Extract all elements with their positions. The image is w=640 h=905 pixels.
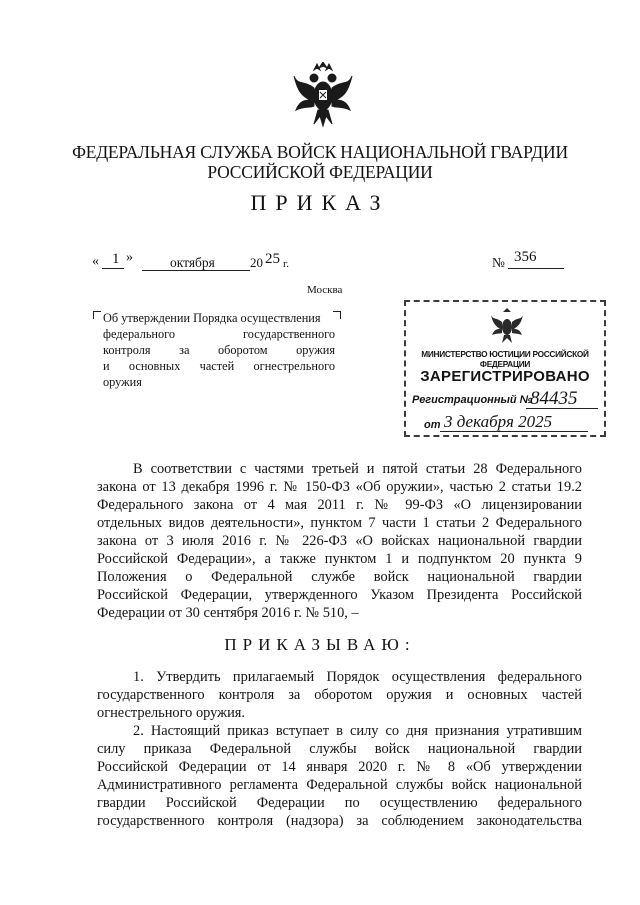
- item-2-line: Административного регламента Федеральной службы войск национальной: [97, 777, 582, 793]
- number-label: №: [492, 255, 505, 270]
- subject-block: [103, 310, 335, 390]
- stamp-from-label: от: [424, 419, 441, 431]
- date-day-underline: [102, 268, 124, 269]
- stamp-number-underline: [526, 408, 598, 409]
- stamp-reg-number: 84435: [530, 388, 578, 409]
- subject-line: контроля за оборотом оружия: [103, 343, 335, 357]
- date-close-quote: »: [126, 250, 133, 265]
- item-1-line: 1. Утвердить прилагаемый Порядок осуществления федерального: [133, 669, 582, 685]
- date-year-label: г.: [283, 258, 290, 270]
- subject-line: федерального государственного: [103, 327, 335, 341]
- item-2-line: силу приказа Федеральной службы войск национальной гвардии: [97, 741, 582, 757]
- item-2-line: гвардии Российской Федерации по осуществлению федерального: [97, 795, 582, 811]
- item-2-line: 2. Настоящий приказ вступает в силу со дня признания утратившим: [133, 723, 582, 739]
- document-type-title: ПРИКАЗ: [250, 190, 390, 215]
- item-2-line: Российской Федерации от 14 января 2020 г. № 8 «Об утверждении: [97, 759, 582, 775]
- stamp-registered-label: ЗАРЕГИСТРИРОВАНО: [420, 368, 590, 385]
- date-year-suffix: 25: [265, 251, 280, 267]
- preamble-line: Российской Федерации», а также пунктом 1 и подпунктом 20 пункта 9: [97, 551, 582, 567]
- registration-stamp: [404, 300, 606, 437]
- item-2-paragraph: [97, 722, 582, 830]
- date-year-prefix: 20: [250, 255, 263, 270]
- item-2-line: государственного контроля (надзора) за соблюдением законодательства: [97, 813, 582, 829]
- double-headed-eagle-emblem-icon: [292, 62, 354, 128]
- subject-line: Об утверждении Порядка осуществления: [103, 311, 321, 325]
- date-day: 1: [112, 251, 120, 267]
- number-underline: [508, 268, 564, 269]
- document-number: 356: [514, 249, 537, 265]
- preamble-line: Федерального закона от 4 мая 2011 г. № 99-ФЗ «О лицензировании: [97, 497, 582, 513]
- item-1-paragraph: [97, 668, 582, 722]
- stamp-reg-number-label: Регистрационный №: [412, 394, 533, 406]
- preamble-line: Федерации от 30 сентября 2016 г. № 510, –: [97, 605, 359, 621]
- subject-corner-left: [93, 311, 101, 319]
- organization-name-line2: РОССИЙСКОЙ ФЕДЕРАЦИИ: [207, 162, 433, 182]
- date-month-underline: [142, 270, 250, 271]
- preamble-paragraph: [97, 460, 582, 622]
- preamble-line: Положения о Федеральной службе войск национальной гвардии: [97, 569, 582, 585]
- decree-heading: ПРИКАЗЫВАЮ:: [224, 635, 416, 654]
- date-open-quote: «: [92, 254, 99, 269]
- stamp-date-underline: [440, 431, 588, 432]
- stamp-ministry-name: МИНИСТЕРСТВО ЮСТИЦИИ РОССИЙСКОЙ ФЕДЕРАЦИИ: [421, 349, 589, 369]
- subject-line: оружия: [103, 375, 142, 389]
- stamp-emblem-icon: [490, 308, 524, 344]
- preamble-line: В соответствии с частями третьей и пятой статьи 28 Федерального: [133, 461, 582, 477]
- preamble-line: Российской Федерации, утвержденного Указом Президента Российской: [97, 587, 582, 603]
- preamble-line: закона от 13 декабря 1996 г. № 150-ФЗ «Об оружии», частью 2 статьи 19.2: [97, 479, 582, 495]
- preamble-line: закона от 3 июля 2016 г. № 226-ФЗ «О войсках национальной гвардии: [97, 533, 582, 549]
- date-month: октября: [170, 255, 215, 270]
- subject-line: и основных частей огнестрельного: [103, 359, 335, 373]
- organization-name-line1: ФЕДЕРАЛЬНАЯ СЛУЖБА ВОЙСК НАЦИОНАЛЬНОЙ ГВАРДИИ: [72, 142, 568, 162]
- item-1-line: огнестрельного оружия.: [97, 705, 246, 721]
- preamble-line: отдельных видов деятельности», пунктом 7 части 1 статьи 2 Федерального: [97, 515, 582, 531]
- stamp-registration-date: 3 декабря 2025: [444, 412, 553, 431]
- item-1-line: государственного контроля за оборотом оружия и основных частей: [97, 687, 582, 703]
- city-name: Москва: [307, 284, 343, 296]
